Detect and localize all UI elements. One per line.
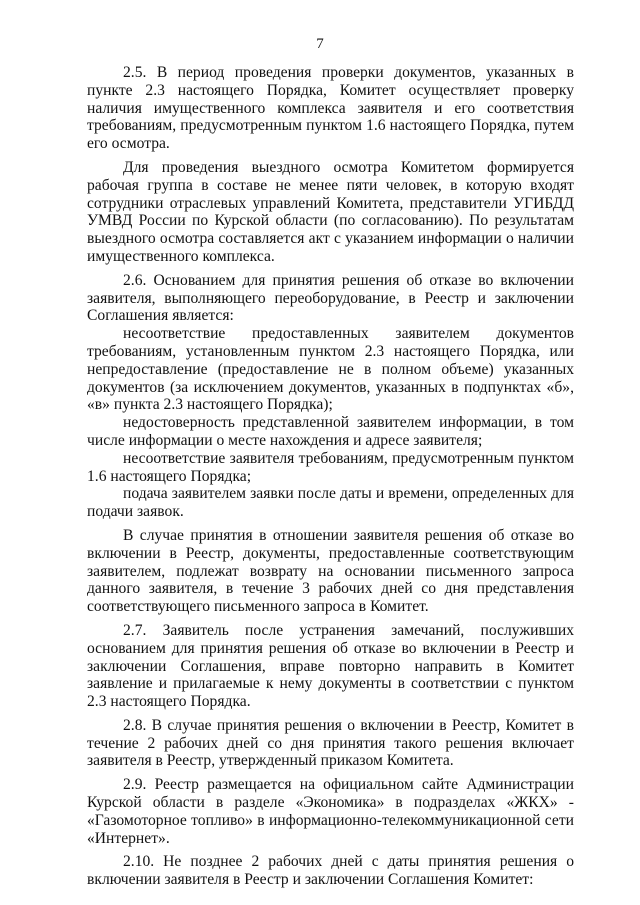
- page-number: 7: [316, 36, 324, 52]
- paragraph-2-7: 2.7. Заявитель после устранения замечаний, послуживших основанием для принятия решения об отказе во включении в Реестр и заключении Соглашения, вправе повторно направить в Комитет заявление и прилагаемые к нему документы в соответствии с пунктом 2.3 настоящего Порядка.: [87, 621, 574, 711]
- paragraph-2-9: 2.9. Реестр размещается на официальном сайте Администрации Курской области в разделе «Экономика» в подразделах «ЖКХ» - «Газомоторное топливо» в информационно-телекоммуникационной сети «Интернет».: [87, 776, 574, 847]
- list-item-false-information: недостоверность представленной заявителем информации, в том числе информации о месте нахождения и адресе заявителя;: [87, 414, 574, 449]
- paragraph-2-10: 2.10. Не позднее 2 рабочих дней с даты принятия решения о включении заявителя в Реестр и заключении Соглашения Комитет:: [87, 853, 574, 889]
- paragraph-2-6: 2.6. Основанием для принятия решения об отказе во включении заявителя, выполняющего переоборудование, в Реестр и заключении Соглашения является:: [87, 271, 574, 325]
- document-body: [87, 64, 574, 895]
- list-item-requirements-mismatch: несоответствие заявителя требованиям, предусмотренным пунктом 1.6 настоящего Порядка;: [87, 449, 574, 485]
- list-item-document-mismatch: несоответствие предоставленных заявителем документов требованиям, установленным пунктом 2.3 настоящего Порядка, или непредоставление (предоставление не в полном объеме) указанных документов (за исключением документов, указанных в подпунктах «б», «в» пункта 2.3 настоящего Порядка);: [87, 325, 574, 414]
- paragraph-2-8: 2.8. В случае принятия решения о включении в Реестр, Комитет в течение 2 рабочих дней со дня принятия такого решения включает заявителя в Реестр, утвержденный приказом Комитета.: [87, 716, 574, 770]
- list-item-late-application: подача заявителем заявки после даты и времени, определенных для подачи заявок.: [87, 485, 574, 521]
- paragraph-inspection-group: Для проведения выездного осмотра Комитетом формируется рабочая группа в составе не менее пяти человек, в которую входят сотрудники отраслевых управлений Комитета, представители УГИБДД УМВД России по Курской области (по согласованию). По результатам выездного осмотра составляется акт с указанием информации о наличии имущественного комплекса.: [87, 158, 574, 265]
- paragraph-2-5: 2.5. В период проведения проверки документов, указанных в пункте 2.3 настоящего Порядка, Комитет осуществляет проверку наличия имущественного комплекса заявителя и его соответствия требованиям, предусмотренным пунктом 1.6 настоящего Порядка, путем его осмотра.: [87, 64, 574, 153]
- paragraph-document-return: В случае принятия в отношении заявителя решения об отказе во включении в Реестр, документы, предоставленные соответствующим заявителем, подлежат возврату на основании письменного запроса данного заявителя, в течение 3 рабочих дней со дня представления соответствующего письменного запроса в Комитет.: [87, 526, 574, 616]
